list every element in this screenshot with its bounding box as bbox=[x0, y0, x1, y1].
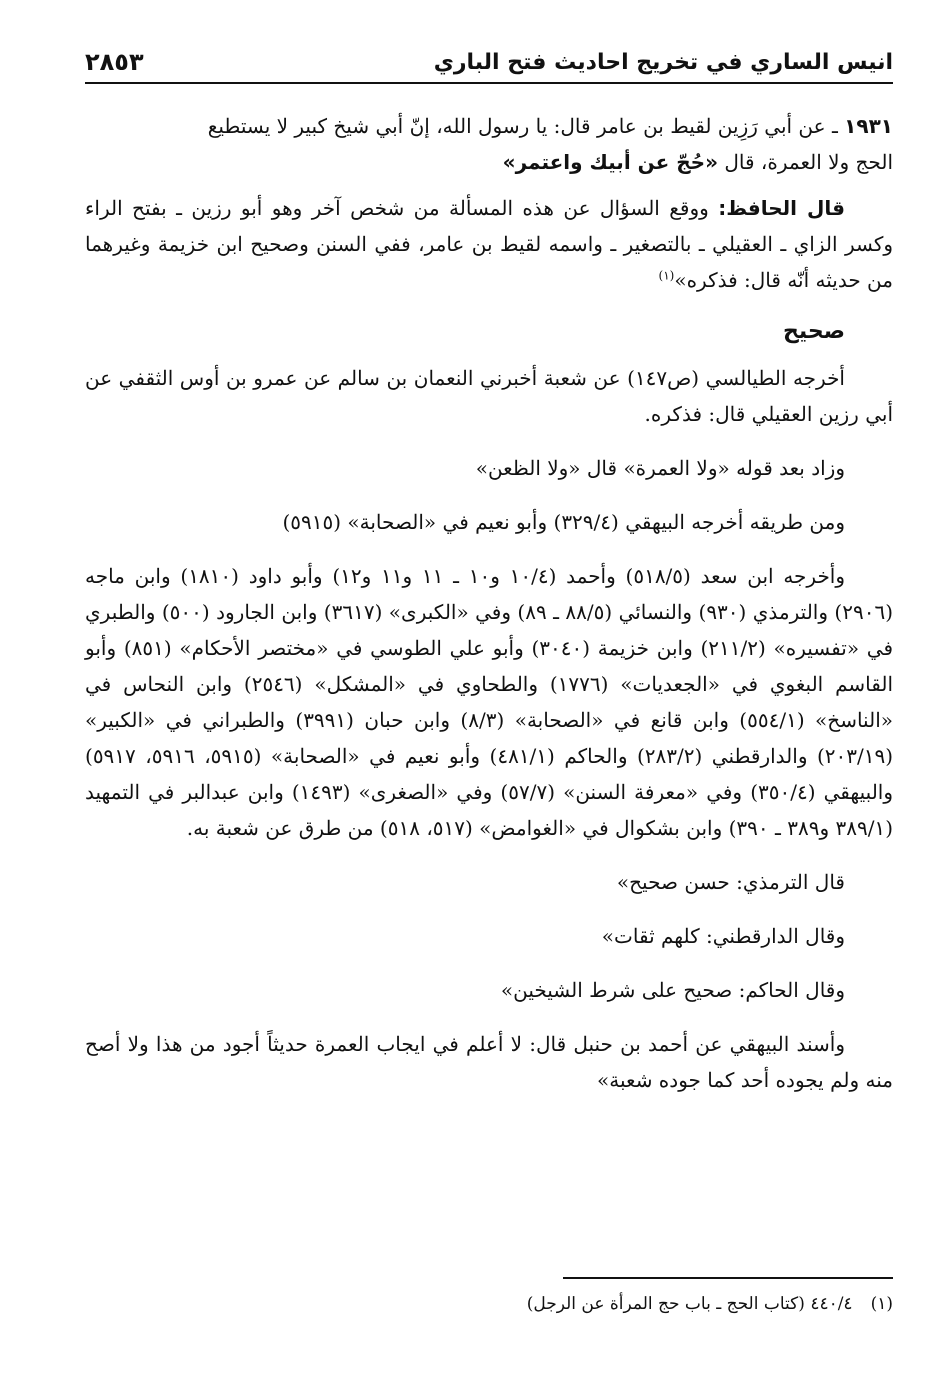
quote-daraqutni: وقال الدارقطني: كلهم ثقات» bbox=[601, 924, 845, 948]
quote-hakim: وقال الحاكم: صحيح على شرط الشيخين» bbox=[500, 978, 845, 1002]
hadith-paragraph-cont bbox=[85, 144, 893, 180]
section-title: صحيح bbox=[783, 319, 845, 344]
takhrij-paragraph-3: ومن طريقه أخرجه البيهقي (٣٢٩/٤) وأبو نعيم في «الصحابة» (٥٩١٥) bbox=[282, 510, 845, 534]
hadith-text-line1: ـ عن أبي رَزِين لقيط بن عامر قال: يا رسول الله، إنّ أبي شيخ كبير لا يستطيع bbox=[207, 114, 838, 138]
page-header bbox=[85, 42, 893, 84]
hafiz-paragraph bbox=[85, 190, 893, 298]
footnote-divider bbox=[563, 1277, 893, 1279]
footnote-reference[interactable]: (١) bbox=[658, 268, 675, 283]
hafiz-text: ووقع السؤال عن هذه المسألة من شخص آخر وهو أبو رزين ـ بفتح الراء وكسر الزاي ـ العقيلي ـ بالتصغير ـ واسمه لقيط بن عامر، ففي السنن وصحيح ابن خزيمة وغيرهما من حديثه أنّه قال: فذكره» bbox=[85, 196, 893, 292]
page-number: ٢٨٥٣ bbox=[85, 48, 144, 76]
footnote-marker: (١) bbox=[870, 1294, 893, 1314]
footnote bbox=[85, 1290, 893, 1318]
quote-tirmidhi: قال الترمذي: حسن صحيح» bbox=[616, 870, 845, 894]
takhrij-paragraph-1: أخرجه الطيالسي (ص١٤٧) عن شعبة أخبرني النعمان بن سالم عن عمرو بن أوس الثقفي عن أبي رزين العقيلي قال: فذكره. bbox=[85, 366, 893, 426]
closing-paragraph: وأسند البيهقي عن أحمد بن حنبل قال: لا أعلم في ايجاب العمرة حديثاً أجود من هذا ولا أصح منه ولم يجوده أحد كما جوده شعبة» bbox=[85, 1032, 893, 1092]
hadith-number: ١٩٣١ bbox=[844, 114, 893, 138]
hafiz-label: قال الحافظ: bbox=[718, 196, 845, 220]
hadith-text-line2: الحج ولا العمرة، قال bbox=[718, 150, 893, 174]
takhrij-paragraph-4: وأخرجه ابن سعد (٥١٨/٥) وأحمد (١٠/٤ و١٠ ـ ١١ و١١ و١٢) وأبو داود (١٨١٠) وابن ماجه (٢٩٠٦) والترمذي (٩٣٠) والنسائي (٨٨/٥ ـ ٨٩) وفي «الكبرى» (٣٦١٧) وابن الجارود (٥٠٠) والطبري في «تفسيره» (٢١١/٢) وابن خزيمة (٣٠٤٠) وأبو علي الطوسي في «مختصر الأحكام» (٨٥١) وأبو القاسم البغوي في «الجعديات» (١٧٧٦) والطحاوي في «المشكل» (٢٥٤٦) وابن النحاس في «الناسخ» (٥٥٤/١) وابن قانع في «الصحابة» (٨/٣) وابن حبان (٣٩٩١) والطبراني في «الكبير» (٢٠٣/١٩) والدارقطني (٢٨٣/٢) والحاكم (٤٨١/١) وأبو نعيم في «الصحابة» (٥٩١٥، ٥٩١٦، ٥٩١٧) والبيهقي (٣٥٠/٤) وفي «معرفة السنن» (٥٧/٧) وفي «الصغرى» (١٤٩٣) وابن عبدالبر في التمهيد (٣٨٩/١ و٣٨٩ ـ ٣٩٠) وابن بشكوال في «الغوامض» (٥١٧، ٥١٨) من طرق عن شعبة به. bbox=[85, 564, 894, 840]
page-body bbox=[85, 108, 893, 1098]
footnote-text: ٤٤٠/٤ (كتاب الحج ـ باب حج المرأة عن الرجل) bbox=[526, 1294, 853, 1314]
hadith-matn: «حُجّ عن أبيك واعتمر» bbox=[502, 150, 719, 174]
takhrij-paragraph-2: وزاد بعد قوله «ولا العمرة» قال «ولا الظعن» bbox=[475, 456, 845, 480]
running-title: انيس الساري في تخريج احاديث فتح الباري bbox=[433, 49, 893, 75]
hadith-paragraph bbox=[85, 108, 893, 144]
